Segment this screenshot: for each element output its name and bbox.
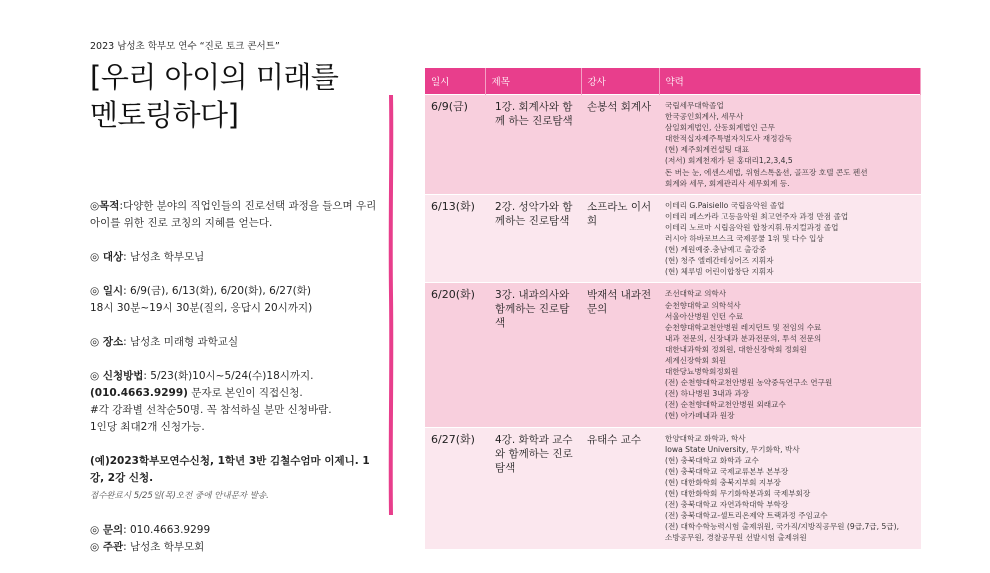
career-line: 한양대학교 화학과, 학사 (665, 433, 746, 443)
career-line: (현) 충북대학교 국제교류본부 본부장 (665, 466, 789, 476)
career-line: 이테리 페스카라 고등음악원 최고연주자 과정 만점 졸업 (665, 211, 849, 221)
career-line: 돈 버는 눈, 에센스세법, 위험스톡옵션, 골프장 호텔 콘도 펜션 (665, 167, 868, 177)
table-row (425, 194, 921, 283)
apply-text-3: #각 강좌별 선착순50명. 꼭 참석하실 분만 신청바람. (90, 404, 332, 416)
row-title: 2강. 성악가와 함께하는 진로탐색 (485, 194, 581, 283)
table-row (425, 95, 921, 195)
row-career (659, 95, 921, 195)
career-line: (전) 충북대학교 자연과학대학 부학장 (665, 500, 789, 510)
career-line: 한국공인회계사, 세무사 (665, 112, 744, 122)
career-line: Iowa State University, 무기화학, 박사 (665, 444, 800, 454)
row-career (659, 283, 921, 427)
apply-phone: (010.4663.9299) (90, 387, 188, 399)
place-text: : 남성초 미래형 과학교실 (123, 336, 239, 348)
career-line: (현) 대한화학회 무기화학분과회 국제부회장 (665, 489, 811, 498)
career-line: (전) 순천향대학교천안병원 농약중독연구소 연구원 (665, 378, 833, 388)
career-line: (전) 순천향대학교천안병원 외래교수 (665, 400, 786, 410)
table-header-row (425, 68, 921, 95)
apply-method (90, 368, 380, 436)
row-date: 6/13(화) (425, 194, 485, 283)
schedule-table (425, 68, 921, 549)
career-line: (현) 제주회계컨설팅 대표 (665, 145, 750, 155)
career-line: (현) 아가페내과 원장 (665, 411, 735, 421)
time-text: 18시 30분~19시 30분(질의, 응답시 20시까지) (90, 302, 313, 314)
career-line: 이테리 G.Paisiello 국립음악원 졸업 (665, 200, 785, 210)
header-career: 약력 (659, 68, 921, 95)
row-speaker: 유태수 교수 (581, 427, 659, 549)
row-date: 6/20(화) (425, 283, 485, 427)
row-title: 4강. 화학과 교수와 함께하는 진로탐색 (485, 427, 581, 549)
career-line: (전) 충북대학교-셀트리온제약 트랙과정 주임교수 (665, 511, 828, 521)
contact-text: : 010.4663.9299 (123, 524, 211, 536)
contact-label: ◎ 문의 (90, 524, 124, 536)
row-speaker: 박재석 내과전문의 (581, 283, 659, 427)
career-line: (현) 충북대학교 화학과 교수 (665, 455, 759, 465)
pink-brush-divider (388, 95, 394, 515)
apply-text-4: 1인당 최대2개 신청가능. (90, 421, 205, 433)
career-line: (현) 계원예중.충남예고 출강중 (665, 245, 767, 255)
career-line: 내과 전문의, 신장내과 분과전문의, 투석 전문의 (665, 333, 822, 343)
row-date: 6/9(금) (425, 95, 485, 195)
header-title: 제목 (485, 68, 581, 95)
career-line: 대한적십자제주특별자치도사 재정감독 (665, 134, 793, 144)
page-title (90, 58, 380, 134)
title-line-1: [우리 아이의 미래를 (90, 60, 339, 94)
career-line: (현) 청주 엘레간테싱어즈 지휘자 (665, 256, 774, 266)
left-panel (90, 38, 380, 573)
career-line: 대한당뇨병학회정회원 (665, 367, 739, 377)
career-line: 삼일회계법인, 산동회계법인 근무 (665, 123, 775, 133)
row-date: 6/27(화) (425, 427, 485, 549)
date-label: ◎ 일시 (90, 285, 124, 297)
target-text: : 남성초 학부모님 (123, 251, 205, 263)
row-speaker: 손봉석 회계사 (581, 95, 659, 195)
example-note: 접수완료시 5/25일(목)오전 중에 안내문자 발송. (90, 491, 269, 501)
career-line: 조선대학교 의학사 (665, 289, 727, 299)
header-speaker: 강사 (581, 68, 659, 95)
career-line: 세계신장학회 회원 (665, 355, 727, 365)
target-label: ◎ 대상 (90, 251, 124, 263)
row-title: 1강. 회계사와 함께 하는 진로탐색 (485, 95, 581, 195)
contact-host (90, 522, 380, 556)
place-label: ◎ 장소 (90, 336, 124, 348)
header-date: 일시 (425, 68, 485, 95)
example-text: (예)2023학부모연수신청, 1학년 3반 김철수엄마 이제니. 1강, 2강 신청. (90, 455, 370, 484)
career-line: 국립세무대학졸업 (665, 101, 724, 110)
apply-label: ◎ 신청방법 (90, 370, 144, 382)
purpose-text: :다양한 분야의 직업인들의 진로선택 과정을 들으며 우리 아이를 위한 진로 코칭의 지혜를 얻는다. (90, 200, 377, 229)
row-speaker: 소프라노 이서희 (581, 194, 659, 283)
schedule (90, 283, 380, 317)
career-line: (현) 대한화학회 충북지부회 지부장 (665, 477, 781, 487)
event-subtitle: 2023 남성초 학부모 연수 “진로 토크 콘서트” (90, 41, 280, 52)
purpose-label: ◎목적 (90, 200, 120, 212)
event-info (90, 198, 380, 556)
target (90, 249, 380, 266)
purpose (90, 198, 380, 232)
apply-text: : 5/23(화)10시~5/24(수)18시까지. (143, 370, 314, 382)
place (90, 334, 380, 351)
career-line: 회계와 세무, 회계관리사 세무회계 등. (665, 178, 790, 188)
row-career (659, 194, 921, 283)
career-line: 이테리 노르마 시립음악원 합창지휘.뮤지컬과정 졸업 (665, 222, 839, 232)
title-line-2: 멘토링하다] (90, 98, 239, 132)
row-title: 3강. 내과의사와 함께하는 진로탐색 (485, 283, 581, 427)
host-label: ◎ 주관 (90, 541, 124, 553)
career-line: (전) 하나병원 3내과 과장 (665, 389, 750, 399)
date-text: : 6/9(금), 6/13(화), 6/20(화), 6/27(화) (123, 285, 311, 297)
table-row (425, 427, 921, 549)
career-line: (저서) 회계천재가 된 홍대리1,2,3,4,5 (665, 156, 793, 166)
career-line: 순천향대학교 의학석사 (665, 300, 741, 310)
career-line: (현) 체루빔 어린이합창단 지휘자 (665, 267, 774, 277)
row-career (659, 427, 921, 549)
career-line: (전) 대학수학능력시험 출제위원, 국가직/지방직공무원 (9급,7급, 5급), (665, 522, 900, 532)
career-line: 러시아 하바로브스크 국제콩쿨 1위 및 다수 입상 (665, 234, 824, 244)
example (90, 453, 380, 505)
apply-text-2: 문자로 본인이 직접신청. (187, 387, 303, 399)
career-line: 대한내과학회 정회원, 대한신장학회 정회원 (665, 344, 807, 354)
career-line: 소방공무원, 경찰공무원 선발시험 출제위원 (665, 533, 807, 543)
career-line: 순천향대학교천안병원 레지던트 및 전임의 수료 (665, 322, 822, 332)
career-line: 서울아산병원 인턴 수료 (665, 311, 744, 321)
host-text: : 남성초 학부모회 (123, 541, 205, 553)
table-row (425, 283, 921, 427)
